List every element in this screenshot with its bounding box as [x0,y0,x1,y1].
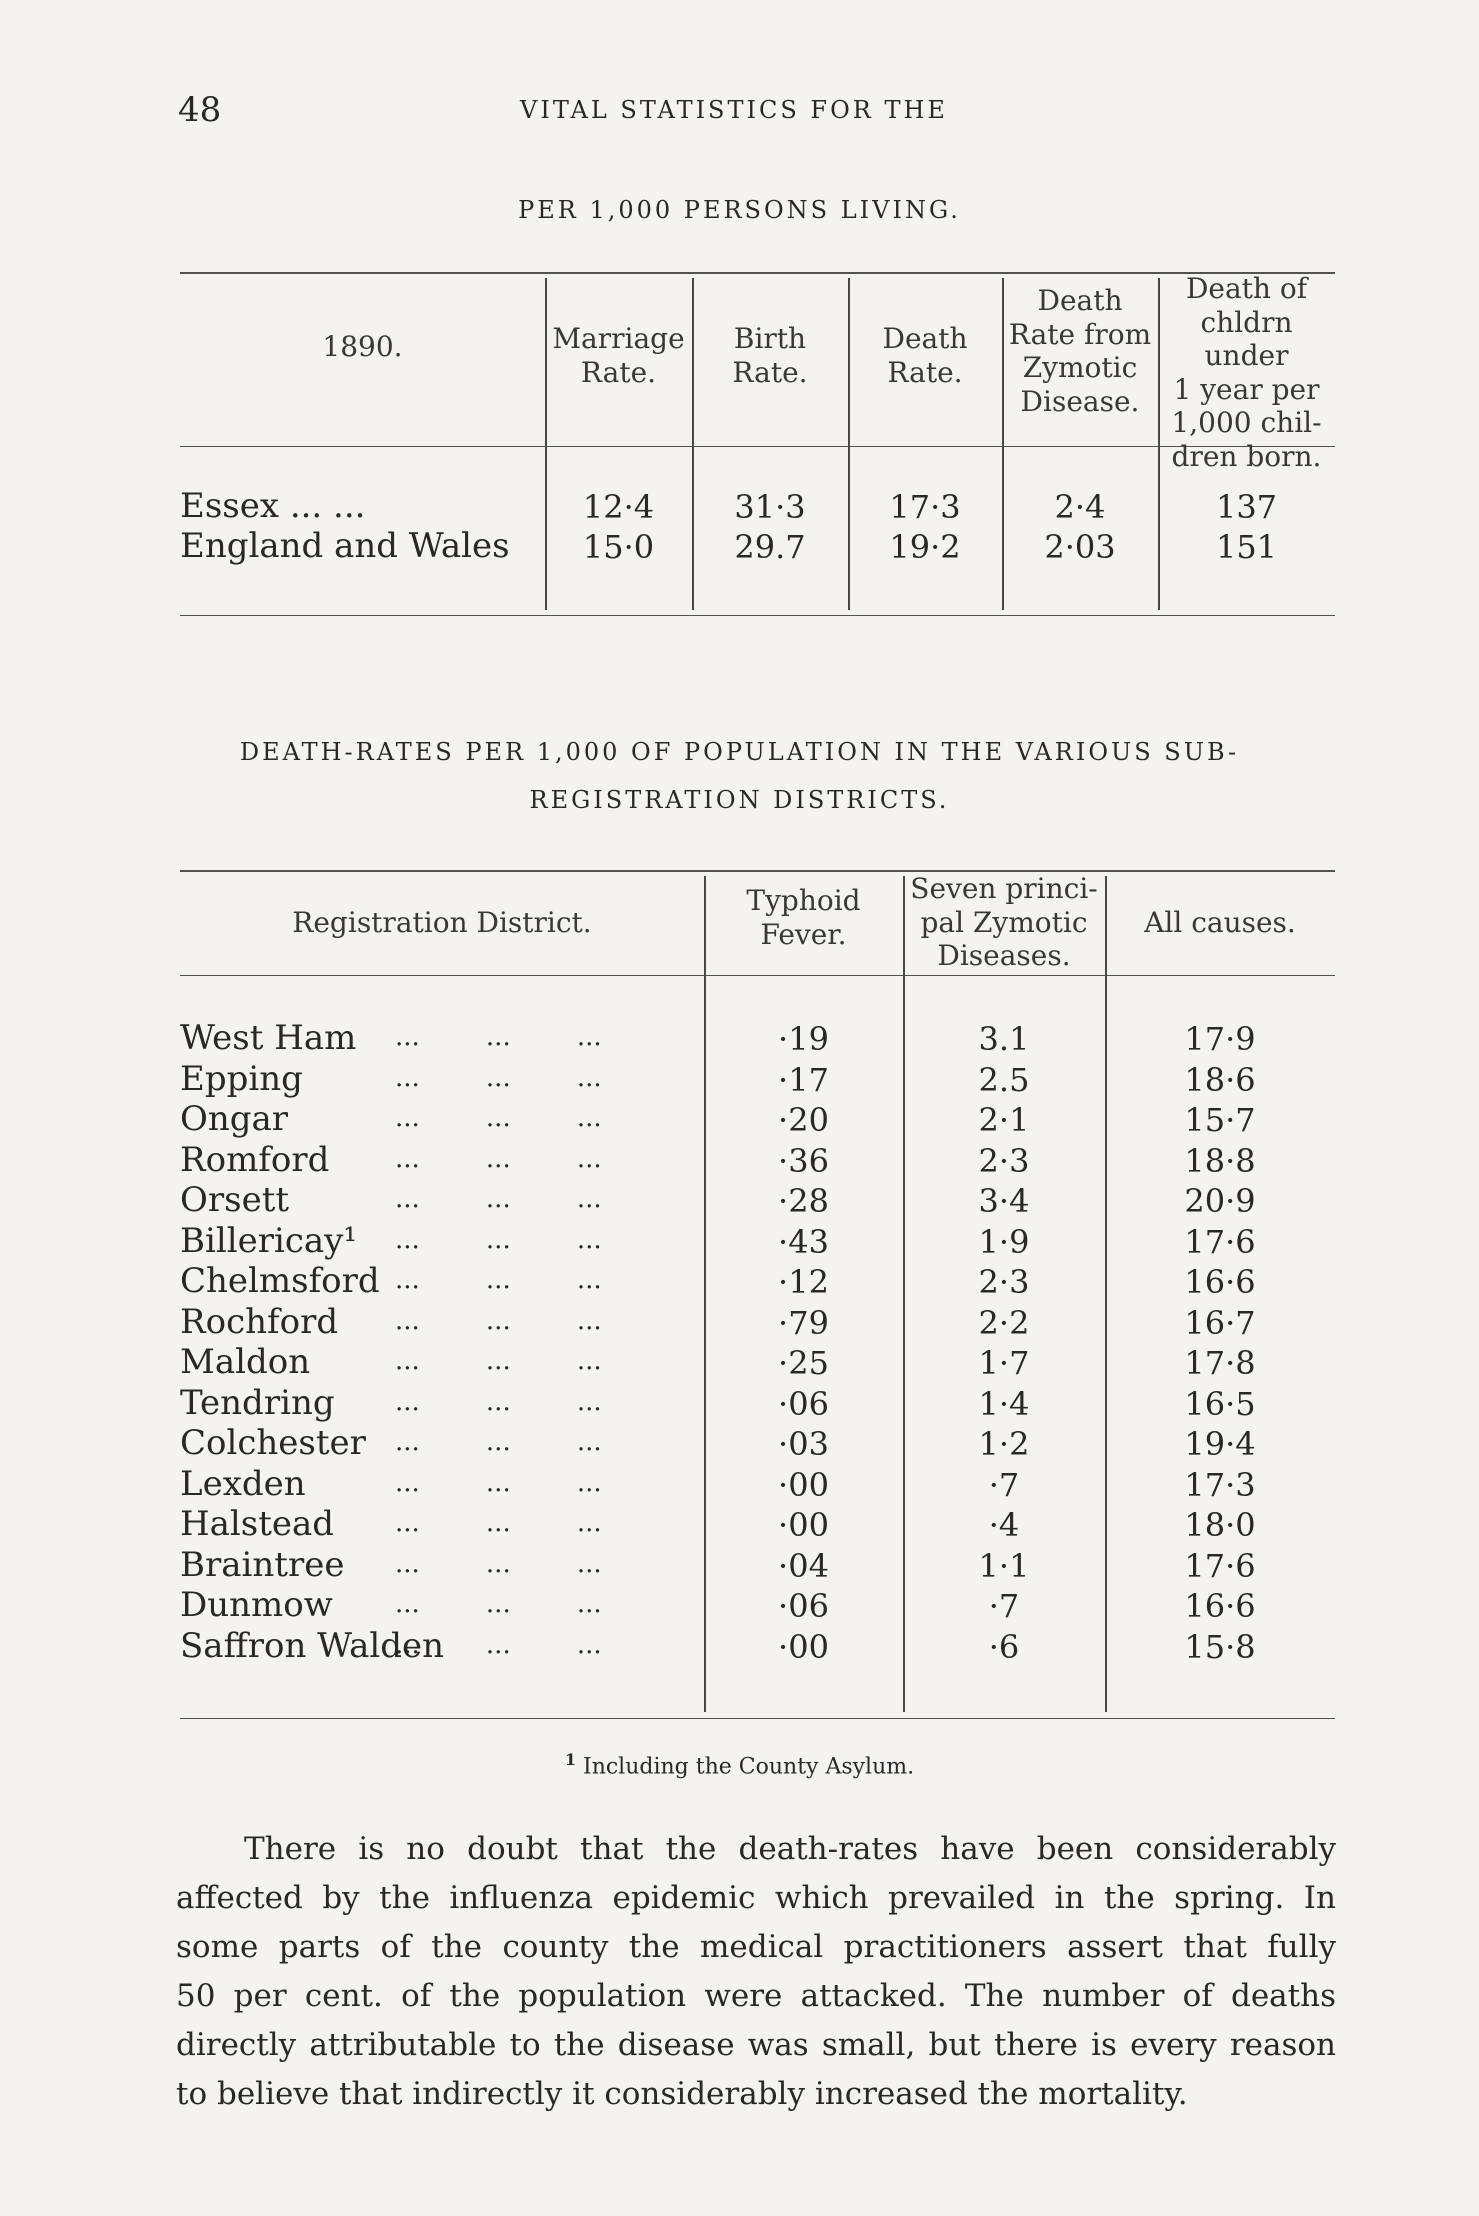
leader-dots: ... ... ... [395,1306,602,1336]
footnote [0,1750,1479,1779]
table2-header-line: Fever. [760,917,847,951]
zymotic-value: 2·3 [978,1142,1030,1180]
table1-row-label: Essex ... ... [180,486,366,526]
table1-cell: 17·3 [889,488,961,526]
paragraph-line: directly attributable to the disease was small, but there is every reason [176,2027,1336,2063]
leader-dots: ... ... ... [395,1468,602,1498]
table2-column-header [903,872,1105,973]
district-name: Romford [180,1140,330,1180]
leader-dots: ... ... ... [395,1022,602,1052]
typhoid-value: ·12 [778,1263,829,1301]
table1-column-header [692,322,848,389]
table1-header-line: Disease. [1020,384,1140,418]
typhoid-value: ·04 [778,1547,829,1585]
zymotic-value: 3·4 [978,1182,1030,1220]
typhoid-value: ·17 [778,1061,829,1099]
table1-header-line: 1 year per [1173,372,1320,406]
typhoid-value: ·00 [778,1506,829,1544]
table2-column-header [180,906,704,940]
all-causes-value: 20·9 [1184,1182,1256,1220]
district-name: Orsett [180,1180,290,1220]
zymotic-value: 2·2 [978,1304,1030,1342]
leader-dots: ... ... ... [395,1265,602,1295]
typhoid-value: ·00 [778,1628,829,1666]
table1-row-label: England and Wales [180,526,510,566]
footnote-marker: 1 [564,1750,576,1769]
all-causes-value: 16·6 [1184,1587,1256,1625]
district-name: West Ham [180,1018,357,1058]
table1-header-line: Zymotic [1022,351,1138,385]
table2-caption-line1: DEATH-RATES PER 1,000 OF POPULATION IN THE VARIOUS SUB- [239,738,1240,766]
table1-cell: 12·4 [582,488,655,526]
table1-header-line: Death of [1185,272,1308,305]
table1-header-line: 1890. [322,330,403,363]
district-name: Billericay¹ [180,1221,358,1261]
zymotic-value: 2·1 [978,1101,1030,1139]
leader-dots: ... ... ... [395,1225,602,1255]
zymotic-value: ·7 [988,1466,1020,1504]
typhoid-value: ·25 [778,1344,829,1382]
zymotic-value: ·4 [988,1506,1020,1544]
table1-column-header [545,322,692,389]
table1-cell: 137 [1215,488,1278,526]
leader-dots: ... ... ... [395,1184,602,1214]
table1-column-header [1158,272,1335,474]
district-name: Braintree [180,1545,345,1585]
table1-header-line: Rate. [887,355,963,389]
table1-caption: PER 1,000 PERSONS LIVING. [518,196,961,224]
leader-dots: ... ... ... [395,1630,602,1660]
leader-dots: ... ... ... [395,1346,602,1376]
table2-bottom-rule [180,1718,1335,1719]
all-causes-value: 17·8 [1184,1344,1256,1382]
page-number: 48 [178,90,222,130]
all-causes-value: 18·6 [1184,1061,1256,1099]
all-causes-value: 16·7 [1184,1304,1256,1342]
zymotic-value: ·7 [988,1587,1020,1625]
zymotic-value: 1·7 [978,1344,1030,1382]
table2-header-line: Typhoid [746,884,861,917]
all-causes-value: 17·6 [1184,1547,1256,1585]
table1-header-line: Rate from [1008,317,1152,351]
table2-header-line: Seven princi- [910,872,1098,905]
district-name: Ongar [180,1099,289,1139]
footnote-text: Including the County Asylum. [583,1754,915,1780]
all-causes-value: 17·6 [1184,1223,1256,1261]
table2-header-line: Diseases. [937,939,1071,973]
table1-header-line: Death [1037,284,1123,317]
leader-dots: ... ... ... [395,1549,602,1579]
typhoid-value: ·36 [778,1142,829,1180]
typhoid-value: ·43 [778,1223,829,1261]
zymotic-value: 3.1 [978,1020,1030,1058]
table1-header-line: Marriage [552,322,685,355]
leader-dots: ... ... ... [395,1508,602,1538]
table2-header-line: pal Zymotic [920,905,1088,939]
table1-column-header [180,330,545,364]
running-head-title: VITAL STATISTICS FOR THE [520,96,948,124]
table1-cell: 15·0 [582,528,655,566]
table1-cell: 19·2 [889,528,961,566]
typhoid-value: ·28 [778,1182,829,1220]
typhoid-value: ·79 [778,1304,829,1342]
paragraph-line: There is no doubt that the death-rates have been considerably [244,1831,1336,1867]
body-paragraph [176,1825,1336,2119]
zymotic-value: 2·3 [978,1263,1030,1301]
zymotic-value: ·6 [988,1628,1020,1666]
paragraph-line: to believe that indirectly it considerably increased the mortality. [176,2076,1188,2112]
running-head [0,90,1479,130]
zymotic-value: 1·2 [978,1425,1030,1463]
leader-dots: ... ... ... [395,1063,602,1093]
table1-cell: 151 [1215,528,1278,566]
district-name: Rochford [180,1302,339,1342]
table2-column-header [704,884,903,951]
district-name: Chelmsford [180,1261,380,1301]
all-causes-value: 19·4 [1184,1425,1256,1463]
district-name: Halstead [180,1504,335,1544]
leader-dots: ... ... ... [395,1387,602,1417]
leader-dots: ... ... ... [395,1589,602,1619]
table1-header-line: Rate. [732,355,808,389]
typhoid-value: ·03 [778,1425,829,1463]
paragraph-line: 50 per cent. of the population were attacked. The number of deaths [176,1978,1336,2014]
typhoid-value: ·06 [778,1385,829,1423]
typhoid-value: ·00 [778,1466,829,1504]
zymotic-value: 2.5 [978,1061,1030,1099]
leader-dots: ... ... ... [395,1103,602,1133]
typhoid-value: ·19 [778,1020,829,1058]
district-name: Lexden [180,1464,306,1504]
table1-header-line: 1,000 chil- [1171,406,1322,440]
table1-header-line: dren born. [1171,439,1322,473]
district-name: Colchester [180,1423,366,1463]
all-causes-value: 15·8 [1184,1628,1256,1666]
leader-dots: ... ... ... [395,1427,602,1457]
district-name: Maldon [180,1342,311,1382]
table1-cell: 29.7 [734,528,806,566]
table1-bottom-rule [180,615,1335,616]
table2-caption-line2: REGISTRATION DISTRICTS. [529,786,950,814]
table1-cell: 31·3 [734,488,806,526]
district-name: Saffron Walden [180,1626,445,1666]
zymotic-value: 1·9 [978,1223,1030,1261]
paragraph-line: some parts of the county the medical practitioners assert that fully [176,1929,1336,1965]
leader-dots: ... ... ... [395,1144,602,1174]
typhoid-value: ·20 [778,1101,829,1139]
table1-header-line: Death [882,322,968,355]
table2-header-rule [180,975,1335,976]
table1-cell: 2·03 [1044,528,1116,566]
table1-column-header [1002,284,1158,418]
table1-header-line: Birth [733,322,807,355]
zymotic-value: 1·4 [978,1385,1030,1423]
all-causes-value: 17·9 [1184,1020,1256,1058]
all-causes-value: 17·3 [1184,1466,1256,1504]
table2-top-rule [180,870,1335,872]
table2-header-line: Registration District. [292,906,592,939]
table1-header-line: chldrn under [1200,305,1293,373]
all-causes-value: 16·6 [1184,1263,1256,1301]
typhoid-value: ·06 [778,1587,829,1625]
table1-header-line: Rate. [580,355,657,389]
all-causes-value: 16·5 [1184,1385,1256,1423]
all-causes-value: 18·0 [1184,1506,1256,1544]
table2-column-header [1105,906,1335,940]
district-name: Tendring [180,1383,335,1423]
all-causes-value: 15·7 [1184,1101,1256,1139]
table2-header-line: All causes. [1144,906,1296,939]
zymotic-value: 1·1 [978,1547,1030,1585]
table1-cell: 2·4 [1054,488,1106,526]
district-name: Epping [180,1059,303,1099]
district-name: Dunmow [180,1585,333,1625]
paragraph-line: affected by the influenza epidemic which prevailed in the spring. In [176,1880,1336,1916]
table1-column-header [848,322,1002,389]
all-causes-value: 18·8 [1184,1142,1256,1180]
